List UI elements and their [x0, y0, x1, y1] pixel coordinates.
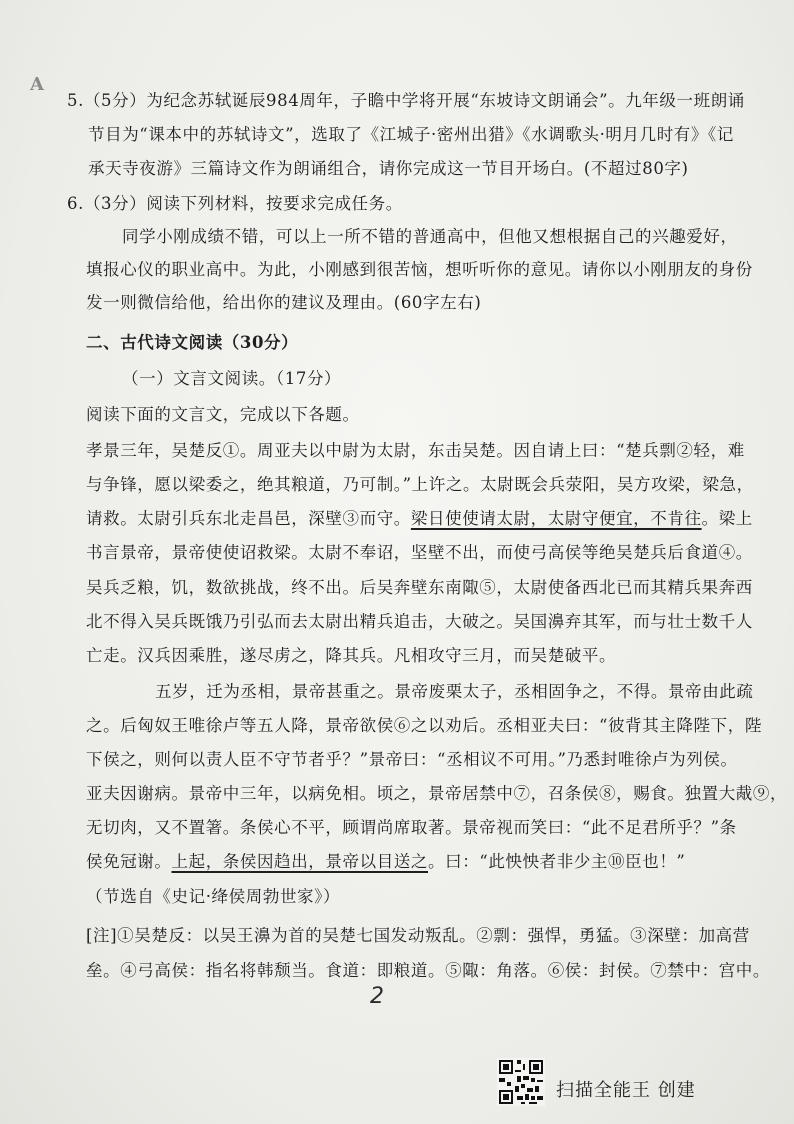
passage-line-10: 下侯之，则何以责人臣不守节者乎？”景帝曰：“丞相议不可用。”乃悉封唯徐卢为列侯。 — [86, 750, 738, 769]
passage-line-3-a: 请救。太尉引兵东北走昌邑，深壁③而守。 — [86, 509, 411, 528]
passage-line-4: 书言景帝，景帝使使诏救梁。太尉不奉诏，坚壁不出，而使弓高侯等绝吴楚兵后食道④。 — [86, 543, 753, 562]
page-number: 2 — [370, 984, 384, 1009]
q6-line-3: 填报心仪的职业高中。为此，小刚感到很苦恼，想听听你的意见。请你以小刚朋友的身份 — [86, 260, 753, 279]
q5-line-3: 承天寺夜游》三篇诗文作为朗诵组合，请你完成这一节目开场白。(不超过80字) — [88, 159, 689, 178]
passage-line-13-a: 侯免冠谢。 — [86, 852, 172, 871]
underlined-sentence-2: 上起，条侯因趋出，景帝以目送之 — [171, 852, 428, 871]
q5-line-2: 节目为“课本中的苏轼诗文”，选取了《江城子·密州出猎》《水调歌头·明月几时有》《记 — [88, 125, 734, 144]
underlined-sentence-1: 梁日使使请太尉，太尉守便宜，不肯往 — [410, 509, 702, 528]
section-heading: 二、古代诗文阅读（30分） — [86, 333, 299, 352]
passage-line-13 — [86, 851, 685, 873]
notes-line-2: 垒。④弓高侯：指名将韩颓当。食道：即粮道。⑤陬：角落。⑥侯：封侯。⑦禁中：宫中。 — [86, 961, 770, 980]
q6-line-2: 同学小刚成绩不错，可以上一所不错的普通高中，但他又想根据自己的兴趣爱好， — [122, 227, 738, 246]
corner-mark: A — [30, 74, 44, 95]
passage-line-3 — [86, 508, 753, 530]
passage-line-2: 与争锋，愿以梁委之，绝其粮道，乃可制。”上许之。太尉既会兵荥阳，吴方攻梁，梁急， — [86, 475, 754, 494]
instruction-line: 阅读下面的文言文，完成以下各题。 — [86, 405, 360, 424]
passage-line-13-b: 。曰：“此怏怏者非少主⑩臣也！” — [428, 852, 686, 871]
notes-line-1: [注]①吴楚反：以吴王濞为首的吴楚七国发动叛乱。②剽：强悍，勇猛。③深壁：加高营 — [86, 926, 750, 945]
passage-line-8: 五岁，迁为丞相，景帝甚重之。景帝废栗太子，丞相固争之，不得。景帝由此疏 — [155, 682, 754, 701]
passage-line-11: 亚夫因谢病。景帝中三年，以病免相。顷之，景帝居禁中⑦，召条侯⑧，赐食。独置大胾⑨， — [86, 784, 788, 803]
subsection-heading: （一）文言文阅读。（17分） — [122, 369, 342, 388]
source-citation: （节选自《史记·绛侯周勃世家》） — [86, 887, 341, 906]
q6-line-4: 发一则微信给他，给出你的建议及理由。(60字左右) — [86, 293, 482, 312]
q5-line-1: 5.（5分）为纪念苏轼诞辰984周年，子瞻中学将开展“东坡诗文朗诵会”。九年级一班朗诵 — [67, 91, 745, 110]
qr-code-icon — [497, 1058, 545, 1106]
passage-line-5: 吴兵乏粮，饥，数欲挑战，终不出。后吴奔壁东南陬⑤，太尉使备西北已而其精兵果奔西 — [86, 578, 753, 597]
passage-line-12: 无切肉，又不置箸。条侯心不平，顾谓尚席取著。景帝视而笑曰：“此不足君所乎？”条 — [86, 818, 737, 837]
passage-line-9: 之。后匈奴王唯徐卢等五人降，景帝欲侯⑥之以劝后。丞相亚夫曰：“彼背其主降陛下，陛 — [86, 716, 762, 735]
passage-line-7: 亡走。汉兵因乘胜，遂尽虏之，降其兵。凡相攻守三月，而吴楚破平。 — [86, 646, 617, 665]
passage-line-1: 孝景三年，吴楚反①。周亚夫以中尉为太尉，东击吴楚。因自请上曰：“楚兵剽②轻，难 — [86, 441, 745, 460]
scanner-brand-label: 扫描全能王 创建 — [556, 1080, 696, 1101]
q6-line-1: 6.（3分）阅读下列材料，按要求完成任务。 — [67, 194, 403, 213]
passage-line-6: 北不得入吴兵既饿乃引弘而去太尉出精兵追击，大破之。吴国濞弃其军，而与壮士数千人 — [86, 612, 753, 631]
passage-line-3-b: 。梁上 — [701, 509, 753, 528]
